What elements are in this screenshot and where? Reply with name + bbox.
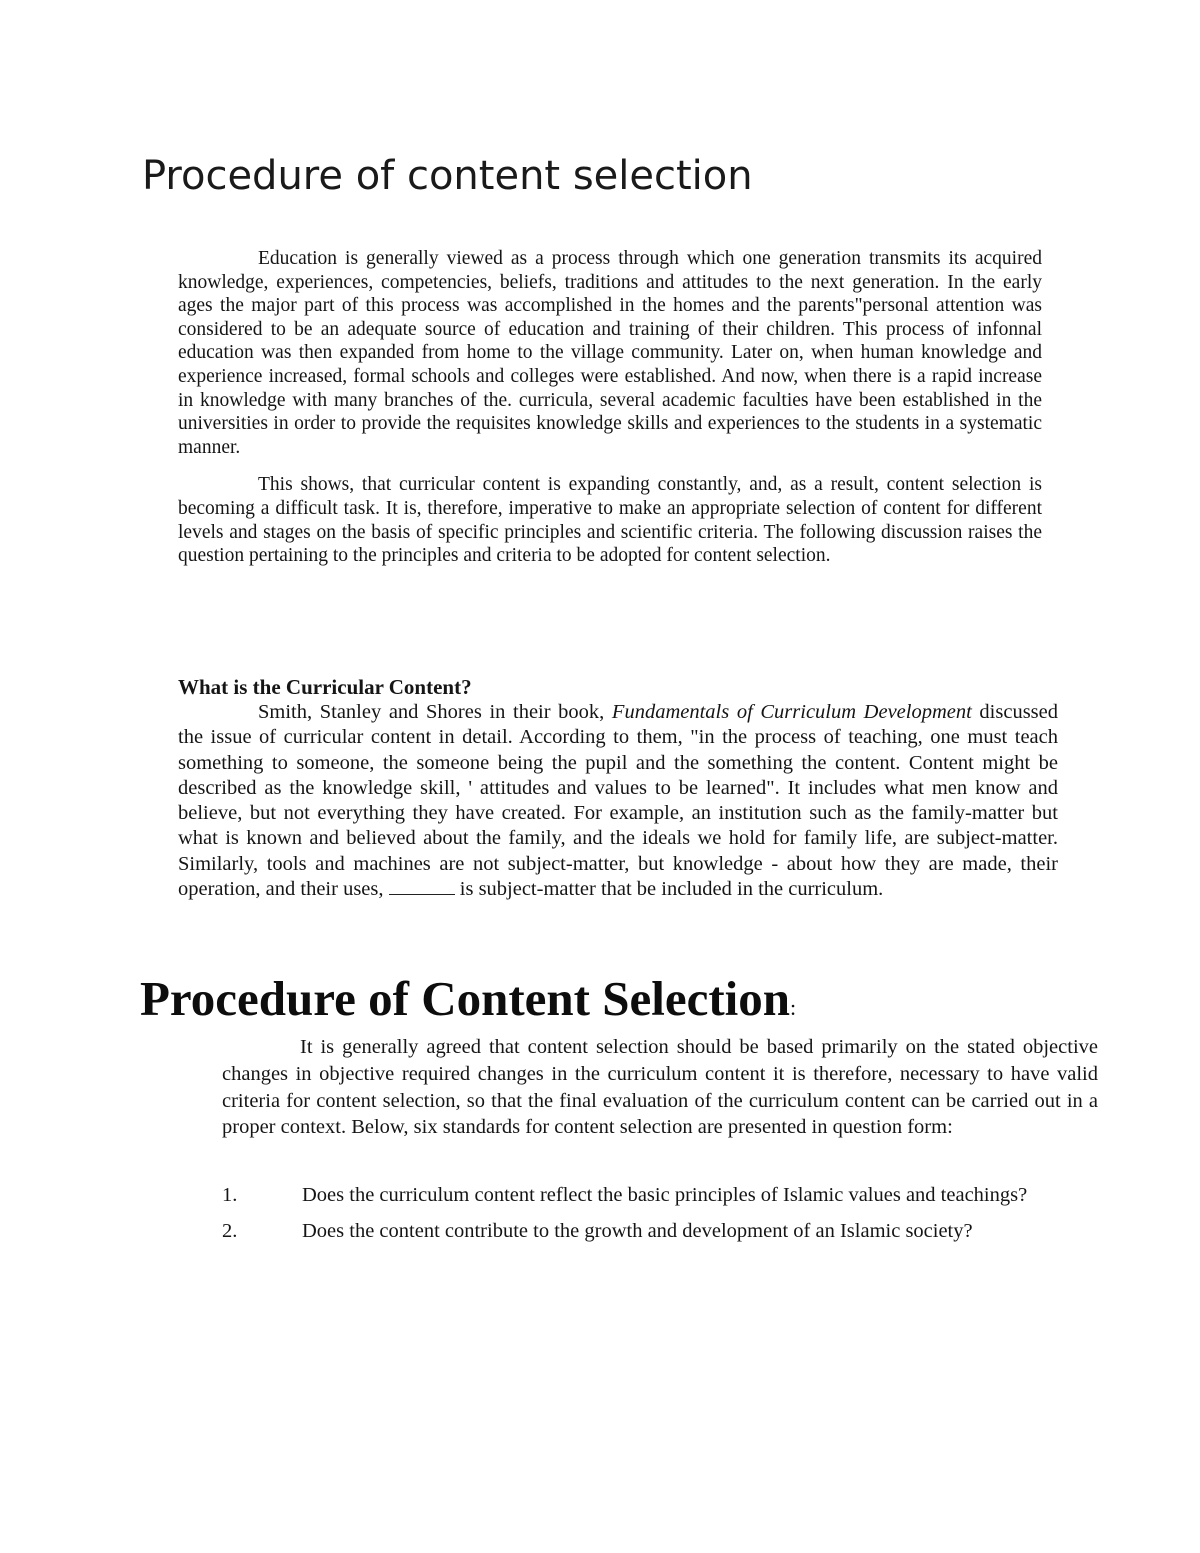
question-text: Does the curriculum content reflect the basic principles of Islamic values and teachings? bbox=[302, 1184, 1028, 1206]
page-title: Procedure of content selection bbox=[142, 153, 753, 199]
question-number: 2. bbox=[222, 1219, 238, 1242]
fill-in-blank bbox=[389, 878, 455, 895]
procedure-heading bbox=[140, 968, 796, 1039]
intro-paragraph-2: This shows, that curricular content is expanding constantly, and, as a result, content selection is becoming a difficult task. It is, therefore, imperative to make an appropriate selection of content for different levels and stages on the basis of specific principles and scientific criteria. The following discussion raises the question pertaining to the principles and criteria to be adopted for content selection. bbox=[178, 474, 1042, 567]
intro-paragraph-1: Education is generally viewed as a process through which one generation transmits its acquired knowledge, experiences, competencies, beliefs, traditions and attitudes to the next generation. In the early ages the major part of this process was accomplished in the homes and the parents"personal attention was considered to be an adequate source of education and training of their children. This process of infonnal education was then expanded from home to the village community. Later on, when human knowledge and experience increased, formal schools and colleges were established. And now, when there is a rapid increase in knowledge with many branches of the. curricula, several academic faculties have been established in the universities in order to provide the requisites knowledge skills and experiences to the students in a systematic manner. bbox=[178, 248, 1042, 458]
list-item bbox=[222, 1183, 1098, 1209]
curricular-content-section bbox=[178, 674, 1058, 902]
text-after-title: discussed the issue of curricular content in detail. According to them, "in the process of teaching, one must teach something to someone, the someone being the pupil and the something the content. Content might be described as the knowledge skill, ' attitudes and values to be learned". It includes what men know and believe, but not everything they have created. For example, an institution such as the family-matter but what is known and believed about the family, and the ideals we hold for family life, are subject-matter. Similarly, tools and machines are not subject-matter, but knowledge - about how they are made, their operation, and their uses, bbox=[178, 701, 1058, 901]
procedure-heading-text: Procedure of Content Selection bbox=[140, 971, 791, 1026]
question-list bbox=[222, 1183, 1098, 1254]
question-number: 1. bbox=[222, 1184, 238, 1206]
procedure-section bbox=[222, 1034, 1098, 1141]
intro-section bbox=[178, 247, 1042, 568]
procedure-heading-colon: : bbox=[790, 995, 797, 1020]
question-text: Does the content contribute to the growth and development of an Islamic society? bbox=[302, 1219, 973, 1242]
list-item bbox=[222, 1219, 1098, 1245]
book-title: Fundamentals of Curriculum Development bbox=[611, 701, 972, 723]
curricular-content-heading: What is the Curricular Content? bbox=[178, 675, 472, 699]
curricular-content-paragraph bbox=[178, 700, 1058, 902]
text-after-blank: is subject-matter that be included in the curriculum. bbox=[459, 878, 884, 901]
procedure-paragraph: It is generally agreed that content selection should be based primarily on the stated objective changes in objective required changes in the curriculum content it is therefore, necessary to have valid criteria for content selection, so that the final evaluation of the curriculum content can be carried out in a proper context. Below, six standards for content selection are presented in question form: bbox=[222, 1036, 1098, 1139]
text-before-title: Smith, Stanley and Shores in their book, bbox=[258, 701, 605, 723]
